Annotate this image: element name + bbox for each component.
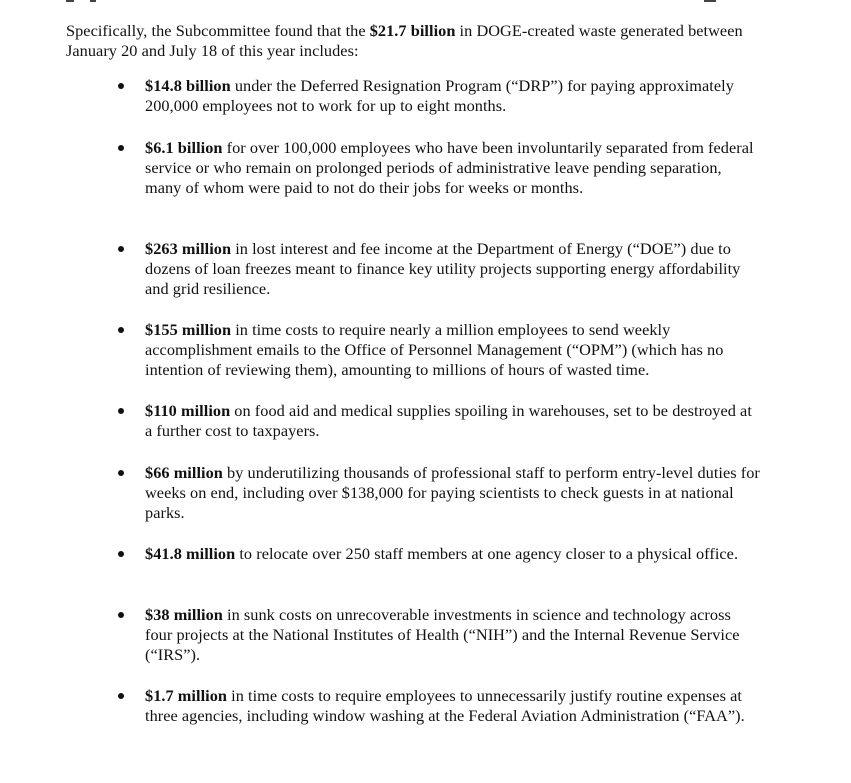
bullet-dot-icon xyxy=(118,83,124,89)
intro-paragraph xyxy=(66,21,766,61)
list-item-description: under the Deferred Resignation Program (“DRP”) for paying approximately 200,000 employees not to work for up to eight months. xyxy=(145,76,734,115)
list-item-description: for over 100,000 employees who have been involuntarily separated from federal service or who remain on prolonged periods of administrative leave pending separation, many of whom were paid to not do their jobs for weeks or months. xyxy=(145,138,754,197)
bullet-dot-icon xyxy=(118,145,124,151)
list-item-description: in sunk costs on unrecoverable investments in science and technology across four projects at the National Institutes of Health (“NIH”) and the Internal Revenue Service (“IRS”). xyxy=(145,605,740,664)
list-item-text xyxy=(145,544,760,564)
list-item-text xyxy=(145,138,760,198)
list-item-amount: $263 million xyxy=(145,239,232,258)
bullet-dot-icon xyxy=(118,327,124,333)
bullet-dot-icon xyxy=(118,693,124,699)
list-item-description: in lost interest and fee income at the Department of Energy (“DOE”) due to dozens of loan freezes meant to finance key utility projects supporting energy affordability and grid resilience. xyxy=(145,239,741,298)
intro-before: Specifically, the Subcommittee found that the xyxy=(66,21,370,40)
list-item-description: by underutilizing thousands of professional staff to perform entry-level duties for weeks on end, including over $138,000 for paying scientists to check guests in at national parks. xyxy=(145,463,760,522)
list-item-text xyxy=(145,686,760,726)
bullet-dot-icon xyxy=(118,551,124,557)
list-item-text xyxy=(145,605,760,665)
cut-off-previous-line xyxy=(0,0,851,5)
list-item-amount: $6.1 billion xyxy=(145,138,223,157)
list-item-description: on food aid and medical supplies spoiling in warehouses, set to be destroyed at a further cost to taxpayers. xyxy=(145,401,752,440)
list-item-amount: $66 million xyxy=(145,463,223,482)
list-item-description: to relocate over 250 staff members at one agency closer to a physical office. xyxy=(235,544,739,563)
bullet-dot-icon xyxy=(118,246,124,252)
bullet-dot-icon xyxy=(118,612,124,618)
list-item-amount: $155 million xyxy=(145,320,232,339)
list-item-amount: $41.8 million xyxy=(145,544,236,563)
list-item-text xyxy=(145,320,760,380)
list-item-text xyxy=(145,239,760,299)
list-item-description: in time costs to require nearly a million employees to send weekly accomplishment emails to the Office of Personnel Management (“OPM”) (which has no intention of reviewing them), amounting to millions of hours of wasted time. xyxy=(145,320,724,379)
list-item-amount: $14.8 billion xyxy=(145,76,231,95)
intro-after: in DOGE-created waste generated between January 20 and July 18 of this year includes: xyxy=(66,21,743,60)
list-item-amount: $1.7 million xyxy=(145,686,228,705)
list-item-text xyxy=(145,463,760,523)
list-item-amount: $38 million xyxy=(145,605,223,624)
bullet-dot-icon xyxy=(118,470,124,476)
list-item-text xyxy=(145,76,760,116)
document-page xyxy=(66,21,766,725)
list-item-text xyxy=(145,401,760,441)
bullet-dot-icon xyxy=(118,408,124,414)
intro-total-amount: $21.7 billion xyxy=(369,21,456,40)
list-item-description: in time costs to require employees to unnecessarily justify routine expenses at three agencies, including window washing at the Federal Aviation Administration (“FAA”). xyxy=(145,686,745,725)
list-item-amount: $110 million xyxy=(145,401,231,420)
